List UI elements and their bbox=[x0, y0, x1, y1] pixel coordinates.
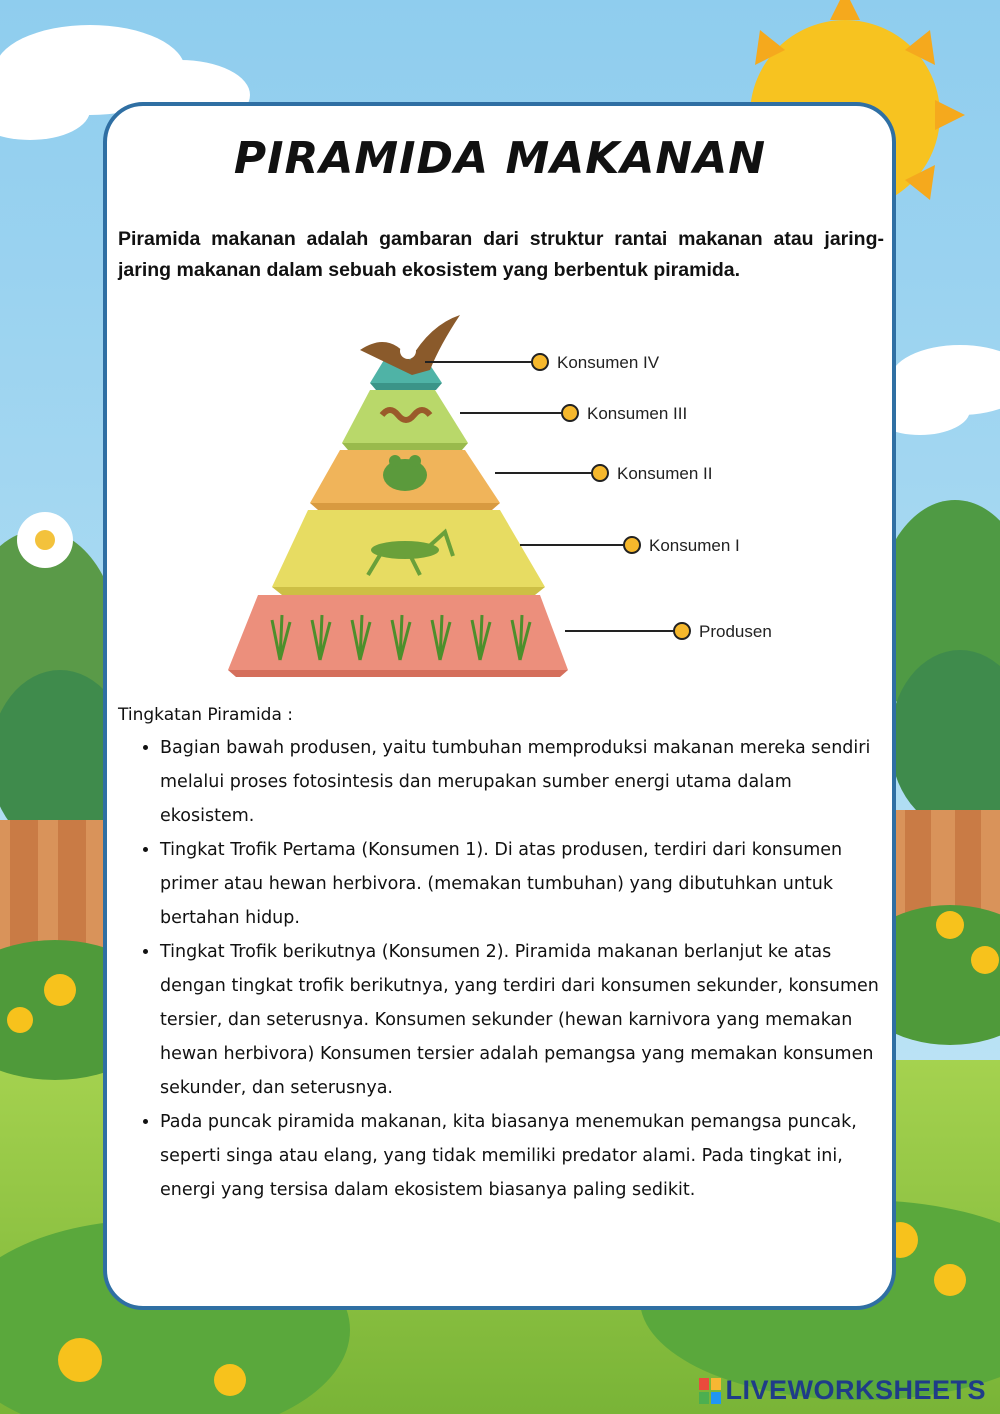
eagle-icon bbox=[360, 315, 460, 375]
logo-mark-icon bbox=[699, 1378, 721, 1404]
pyramid-level-konsumen-2 bbox=[310, 450, 500, 510]
liveworksheets-logo[interactable] bbox=[699, 1375, 986, 1406]
pyramid-level-label: Konsumen IV bbox=[557, 353, 660, 372]
level-dot-icon bbox=[592, 465, 608, 481]
pyramid-level-produsen bbox=[228, 595, 568, 677]
pyramid-level-konsumen-4 bbox=[360, 315, 460, 390]
bullet-list bbox=[118, 731, 888, 1207]
pyramid-level-konsumen-3 bbox=[342, 390, 468, 450]
page-title: PIRAMIDA MAKANAN bbox=[233, 133, 767, 184]
level-dot-icon bbox=[624, 537, 640, 553]
level-dot-icon bbox=[562, 405, 578, 421]
list-item: • Tingkat Trofik Pertama (Konsumen 1). Di atas produsen, terdiri dari konsumen primer atau hewan herbivora. (memakan tumbuhan) yang dibutuhkan untuk bertahan hidup. bbox=[160, 833, 888, 935]
list-item: • Tingkat Trofik berikutnya (Konsumen 2). Piramida makanan berlanjut ke atas dengan tingkat trofik berikutnya, yang terdiri dari konsumen sekunder, konsumen tersier, dan seterusnya. Konsumen sekunder (hewan karnivora yang memakan hewan herbivora) Konsumen tersier adalah pemangsa yang memakan konsumen sekunder, dan seterusnya. bbox=[160, 935, 888, 1105]
pyramid-level-label: Konsumen I bbox=[649, 536, 740, 555]
pyramid-level-label: Konsumen II bbox=[617, 464, 713, 483]
list-item: • Bagian bawah produsen, yaitu tumbuhan memproduksi makanan mereka sendiri melalui proses fotosintesis dan merupakan sumber energi utama dalam ekosistem. bbox=[160, 731, 888, 833]
pyramid-level-label: Produsen bbox=[699, 622, 772, 641]
frog-icon bbox=[383, 455, 427, 491]
level-dot-icon bbox=[674, 623, 690, 639]
section-title: Tingkatan Piramida : bbox=[118, 705, 294, 725]
food-pyramid-diagram bbox=[210, 305, 810, 695]
pyramid-level-label: Konsumen III bbox=[587, 404, 688, 423]
list-item: • Pada puncak piramida makanan, kita biasanya menemukan pemangsa puncak, seperti singa atau elang, yang tidak memiliki predator alami. Pada tingkat ini, energi yang tersisa dalam ekosistem biasanya paling sedikit. bbox=[160, 1105, 888, 1207]
level-dot-icon bbox=[532, 354, 548, 370]
pyramid-level-konsumen-1 bbox=[272, 510, 545, 595]
watermark-text: LIVEWORKSHEETS bbox=[725, 1375, 986, 1405]
pyramid-levels-section bbox=[118, 705, 888, 1207]
intro-paragraph: Piramida makanan adalah gambaran dari struktur rantai makanan atau jaring-jaring makanan dalam sebuah ekosistem yang berbentuk piramida. bbox=[118, 228, 884, 281]
